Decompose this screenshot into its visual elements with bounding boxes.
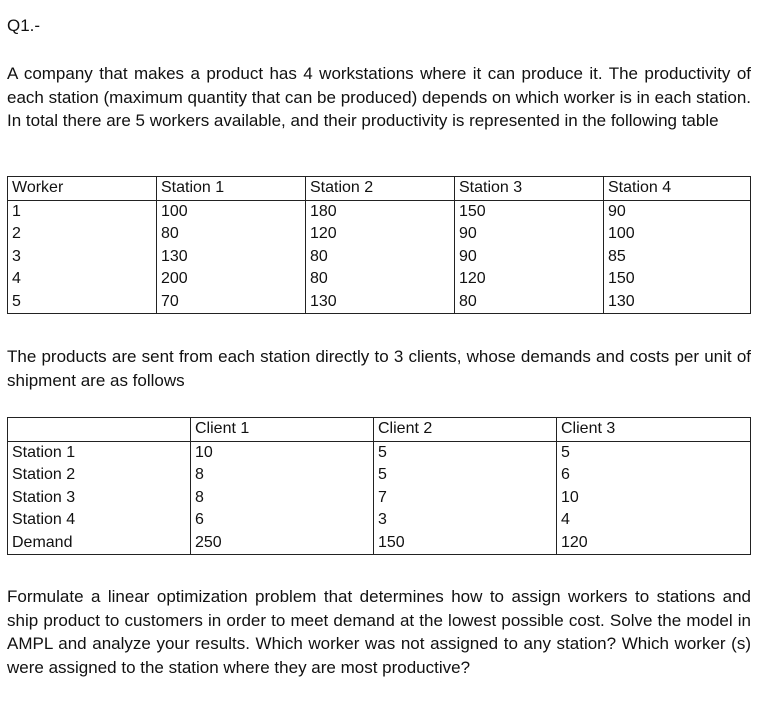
prod-cell: 150 — [455, 200, 604, 223]
ship-cell: 120 — [557, 532, 751, 555]
prod-header-cell: Worker — [8, 177, 157, 201]
prod-row — [8, 223, 751, 246]
prod-cell: 80 — [306, 246, 455, 269]
ship-cell: 8 — [191, 487, 374, 510]
prod-cell: 1 — [8, 200, 157, 223]
productivity-table — [7, 176, 751, 314]
prod-cell: 3 — [8, 246, 157, 269]
ship-header-cell: Client 2 — [374, 418, 557, 442]
prod-cell: 90 — [604, 200, 751, 223]
ship-cell: Demand — [8, 532, 191, 555]
prod-header-cell: Station 2 — [306, 177, 455, 201]
prod-cell: 180 — [306, 200, 455, 223]
prod-cell: 90 — [455, 223, 604, 246]
ship-row — [8, 532, 751, 555]
task-paragraph: Formulate a linear optimization problem that determines how to assign workers to stations and ship product to customers in order to meet demand at the lowest possible cost. Solve the model in AMPL and analyze your results. Which worker was not assigned to any station? Which worker (s) were assigned to the station where they are most productive? — [7, 587, 751, 677]
ship-row — [8, 464, 751, 487]
prod-cell: 120 — [455, 268, 604, 291]
prod-cell: 100 — [157, 200, 306, 223]
prod-cell: 4 — [8, 268, 157, 291]
prod-row — [8, 291, 751, 314]
prod-cell: 80 — [455, 291, 604, 314]
shipping-intro-paragraph: The products are sent from each station directly to 3 clients, whose demands and costs per unit of shipment are as follows — [7, 347, 751, 390]
ship-header-cell: Client 1 — [191, 418, 374, 442]
shipping-cost-table — [7, 417, 751, 555]
ship-cell: 250 — [191, 532, 374, 555]
prod-row — [8, 268, 751, 291]
prod-cell: 2 — [8, 223, 157, 246]
prod-row — [8, 200, 751, 223]
ship-cell: Station 2 — [8, 464, 191, 487]
ship-row — [8, 509, 751, 532]
ship-cell: 5 — [557, 441, 751, 464]
prod-cell: 100 — [604, 223, 751, 246]
prod-row — [8, 246, 751, 269]
prod-header-cell: Station 1 — [157, 177, 306, 201]
ship-cell: Station 3 — [8, 487, 191, 510]
intro-paragraph: A company that makes a product has 4 workstations where it can produce it. The productivity of each station (maximum quantity that can be produced) depends on which worker is in each station. In total there are 5 workers available, and their productivity is represented in the following table — [7, 64, 751, 130]
prod-cell: 120 — [306, 223, 455, 246]
ship-cell: 3 — [374, 509, 557, 532]
ship-header-row — [8, 418, 751, 442]
prod-header-cell: Station 3 — [455, 177, 604, 201]
prod-cell: 200 — [157, 268, 306, 291]
ship-cell: 5 — [374, 441, 557, 464]
prod-cell: 150 — [604, 268, 751, 291]
ship-header-cell: Client 3 — [557, 418, 751, 442]
ship-row — [8, 441, 751, 464]
prod-header-row — [8, 177, 751, 201]
ship-cell: 7 — [374, 487, 557, 510]
ship-cell: 4 — [557, 509, 751, 532]
ship-cell: 10 — [191, 441, 374, 464]
prod-cell: 130 — [604, 291, 751, 314]
prod-cell: 80 — [306, 268, 455, 291]
ship-cell: 8 — [191, 464, 374, 487]
ship-cell: 6 — [191, 509, 374, 532]
ship-cell: Station 4 — [8, 509, 191, 532]
ship-cell: 6 — [557, 464, 751, 487]
ship-cell: 150 — [374, 532, 557, 555]
prod-cell: 90 — [455, 246, 604, 269]
prod-cell: 80 — [157, 223, 306, 246]
question-label: Q1.- — [7, 16, 41, 35]
prod-cell: 130 — [306, 291, 455, 314]
ship-cell: 10 — [557, 487, 751, 510]
ship-header-cell — [8, 418, 191, 442]
prod-cell: 85 — [604, 246, 751, 269]
prod-header-cell: Station 4 — [604, 177, 751, 201]
ship-cell: Station 1 — [8, 441, 191, 464]
ship-row — [8, 487, 751, 510]
prod-cell: 5 — [8, 291, 157, 314]
ship-cell: 5 — [374, 464, 557, 487]
prod-cell: 70 — [157, 291, 306, 314]
prod-cell: 130 — [157, 246, 306, 269]
